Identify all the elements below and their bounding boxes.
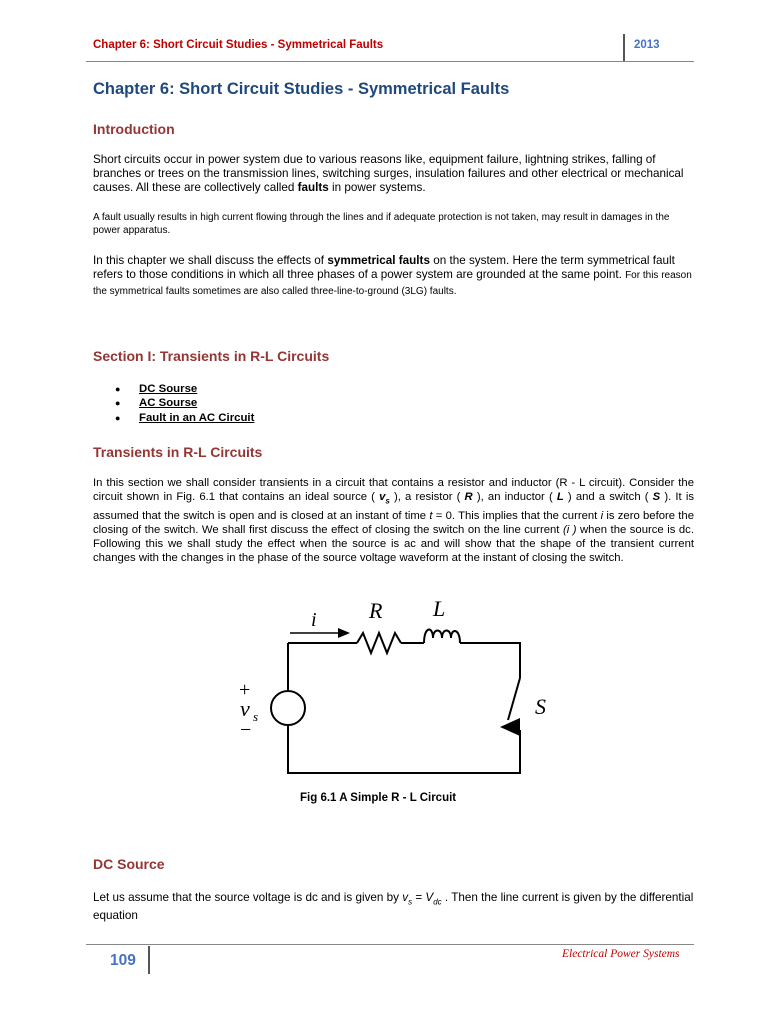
- dc-v: v: [402, 891, 409, 904]
- link-fault-ac-circuit[interactable]: Fault in an AC Circuit: [139, 411, 255, 424]
- resistor: [357, 633, 401, 653]
- label-i: i: [311, 609, 317, 631]
- t-text: ). It is assumed that the switch is open and is closed at an instant of time: [93, 491, 694, 522]
- switch-blade: [508, 678, 520, 720]
- bullet-icon: ●: [115, 384, 121, 394]
- t-text: ), a resistor (: [389, 491, 465, 504]
- heading-introduction: Introduction: [93, 121, 175, 137]
- t-i: i: [600, 509, 604, 522]
- heading-dc-source: DC Source: [93, 856, 165, 872]
- label-L: L: [433, 596, 446, 621]
- list-item: [93, 411, 254, 425]
- label-v: v: [240, 696, 250, 721]
- footer-book-title: Electrical Power Systems: [562, 948, 680, 960]
- t-r: R: [464, 491, 473, 504]
- label-R: R: [369, 598, 383, 623]
- switch-arrowhead: [500, 718, 520, 736]
- dc-text: Let us assume that the source voltage is dc and is given by: [93, 891, 403, 904]
- footer-rule: [86, 944, 694, 945]
- page-title: Chapter 6: Short Circuit Studies - Symmetrical Faults: [93, 80, 510, 98]
- dc-V-sub: dc: [433, 897, 442, 907]
- heading-transients: Transients in R-L Circuits: [93, 444, 263, 460]
- t-text: ), an inductor (: [472, 491, 557, 504]
- page-number: 109: [110, 952, 136, 969]
- label-minus: −: [240, 719, 252, 741]
- link-ac-sourse[interactable]: AC Sourse: [139, 397, 198, 410]
- t-text: In this section we shall consider transients in a circuit that contains a resistor and inductor (R - L circuit). Consider the circuit shown in Fig. 6.1 that contains an ideal source (: [93, 477, 694, 504]
- intro-paragraph-3: [93, 254, 694, 299]
- header-separator: [623, 34, 625, 62]
- heading-section-1: Section I: Transients in R-L Circuits: [93, 348, 330, 364]
- intro-p1-bold: faults: [297, 181, 329, 195]
- dc-text: . Then the line current is given by the differential equation: [93, 891, 694, 923]
- t-vs: v: [379, 491, 386, 504]
- t-i-paren: (i ): [562, 523, 577, 536]
- wire-top-right: [460, 643, 520, 678]
- link-dc-sourse[interactable]: DC Sourse: [139, 383, 198, 395]
- intro-paragraph-1: [93, 153, 694, 195]
- label-S: S: [535, 694, 546, 719]
- t-t: t: [429, 509, 433, 522]
- header-year: 2013: [634, 39, 660, 51]
- header-rule: [86, 61, 694, 62]
- t-text: ) and a switch (: [563, 491, 653, 504]
- intro-p3-text-a: In this chapter we shall discuss the effects of: [93, 254, 328, 267]
- current-arrowhead: [338, 628, 350, 638]
- footer-separator: [148, 946, 150, 974]
- figure-caption: Fig 6.1 A Simple R - L Circuit: [300, 792, 457, 804]
- intro-p1-text-b: in power systems.: [328, 181, 426, 195]
- transients-paragraph: [93, 476, 694, 565]
- intro-p1-text-a: Short circuits occur in power system due to various reasons like, equipment failure, lightning strikes, falling of branches or trees on the transmission lines, switching surges, insulation failures and other electrical or mechanical causes. All these are collectively called: [93, 153, 684, 195]
- t-s: S: [652, 491, 661, 504]
- wire-right-bottom: [288, 725, 520, 773]
- label-v-sub: s: [253, 709, 259, 724]
- t-text: = 0. This implies that the current: [432, 509, 601, 522]
- voltage-source: [271, 691, 305, 725]
- dc-eq: =: [412, 891, 426, 904]
- t-vs-sub: s: [385, 496, 390, 506]
- section-link-list: [93, 382, 254, 425]
- t-text: when the source is dc. Following this we shall study the effect when the source is ac and will show that the shape of the transient current changes with the changes in the phase of the source voltage waveform at the instant of closing the switch.: [93, 523, 694, 565]
- rl-circuit-diagram: [230, 588, 560, 788]
- bullet-icon: ●: [115, 412, 121, 423]
- list-item: [93, 396, 254, 410]
- t-l: L: [556, 491, 564, 504]
- t-text: is zero before the closing of the switch. We shall first discuss the effect of closing the switch on the line current: [93, 509, 694, 536]
- dc-source-paragraph: [93, 891, 694, 924]
- intro-paragraph-2: A fault usually results in high current flowing through the lines and if adequate protection is not taken, may result in damages in the power apparatus.: [93, 212, 670, 236]
- dc-v-sub: s: [408, 897, 413, 907]
- bullet-icon: ●: [115, 398, 121, 409]
- intro-p3-text-b: on the system. Here the term symmetrical fault refers to those conditions in which all three phases of a power system are grounded at the same point.: [93, 254, 675, 282]
- intro-p3-bold: symmetrical faults: [327, 254, 430, 267]
- intro-p3-small: For this reason the symmetrical faults sometimes are also called three-line-to-ground (3LG) faults.: [93, 270, 692, 297]
- inductor: [424, 630, 460, 643]
- dc-V: V: [425, 891, 434, 904]
- label-plus: +: [239, 679, 251, 701]
- list-item: [93, 382, 254, 396]
- header-chapter-title: Chapter 6: Short Circuit Studies - Symmetrical Faults: [93, 39, 384, 51]
